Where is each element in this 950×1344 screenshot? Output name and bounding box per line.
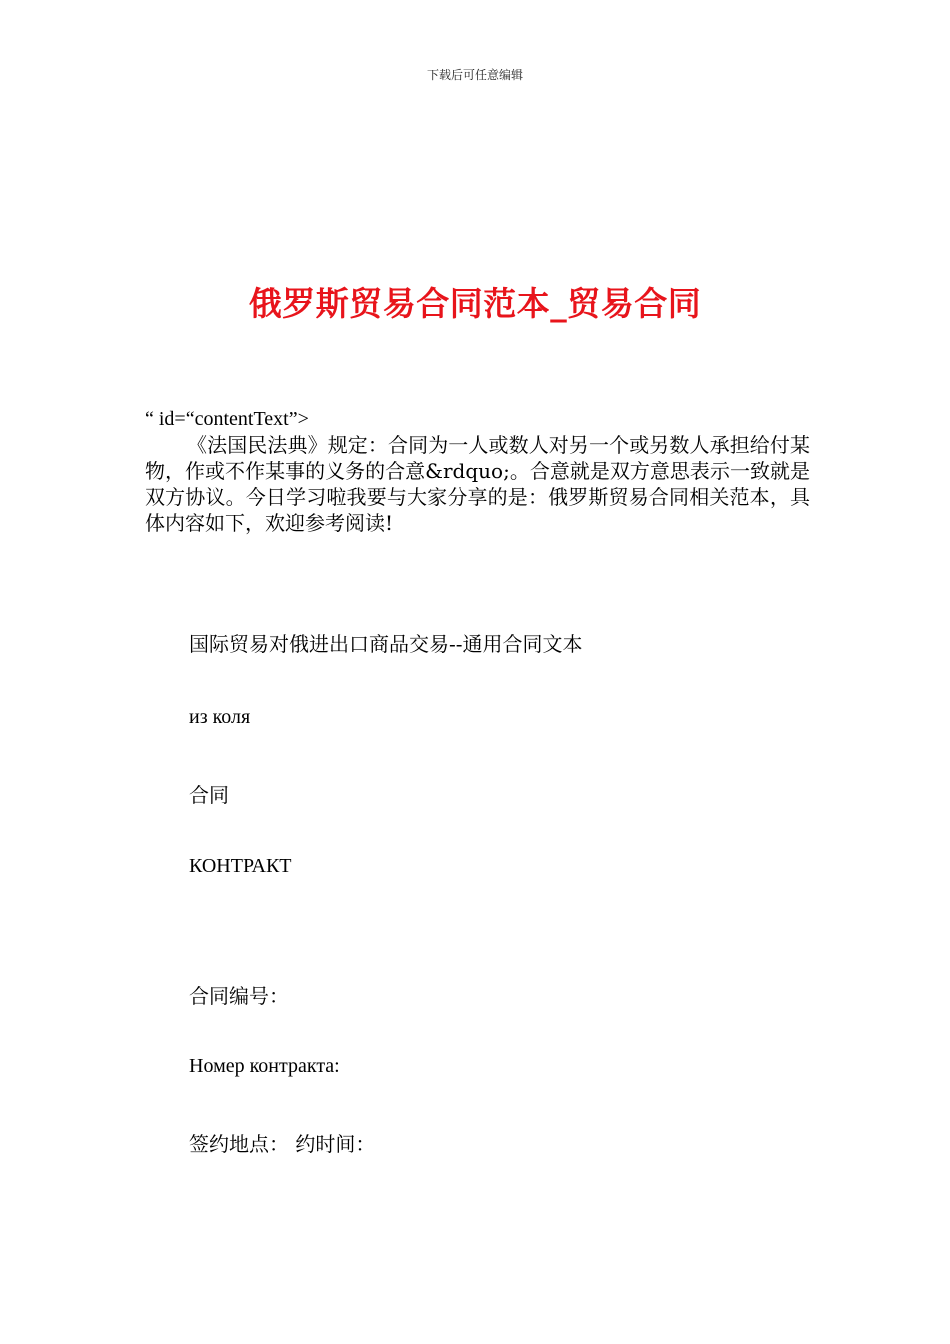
contract-heading-line: 国际贸易对俄进出口商品交易--通用合同文本 <box>189 632 583 656</box>
signing-place-time-label: 签约地点： 约时间： <box>189 1132 376 1156</box>
contract-label-zh: 合同 <box>189 783 229 807</box>
contract-number-label-ru: Номер контракта: <box>189 1055 340 1077</box>
html-artifact-line: “ id=“contentText”> <box>145 408 309 430</box>
russian-fragment-line: из коля <box>189 706 251 728</box>
contract-number-label-zh: 合同编号： <box>189 984 289 1008</box>
intro-paragraph: 《法国民法典》规定：合同为一人或数人对另一个或另数人承担给付某物，作或不作某事的义务的合意&rdquo;。合意就是双方意思表示一致就是双方协议。今日学习啦我要与大家分享的是：俄罗斯贸易合同相关范本，具体内容如下，欢迎参考阅读! <box>145 433 810 535</box>
page-header-note: 下载后可任意编辑 <box>426 68 523 82</box>
document-title: 俄罗斯贸易合同范本_贸易合同 <box>248 284 702 323</box>
contract-label-ru: КОНТРАКТ <box>189 855 292 877</box>
intro-block <box>145 406 810 536</box>
